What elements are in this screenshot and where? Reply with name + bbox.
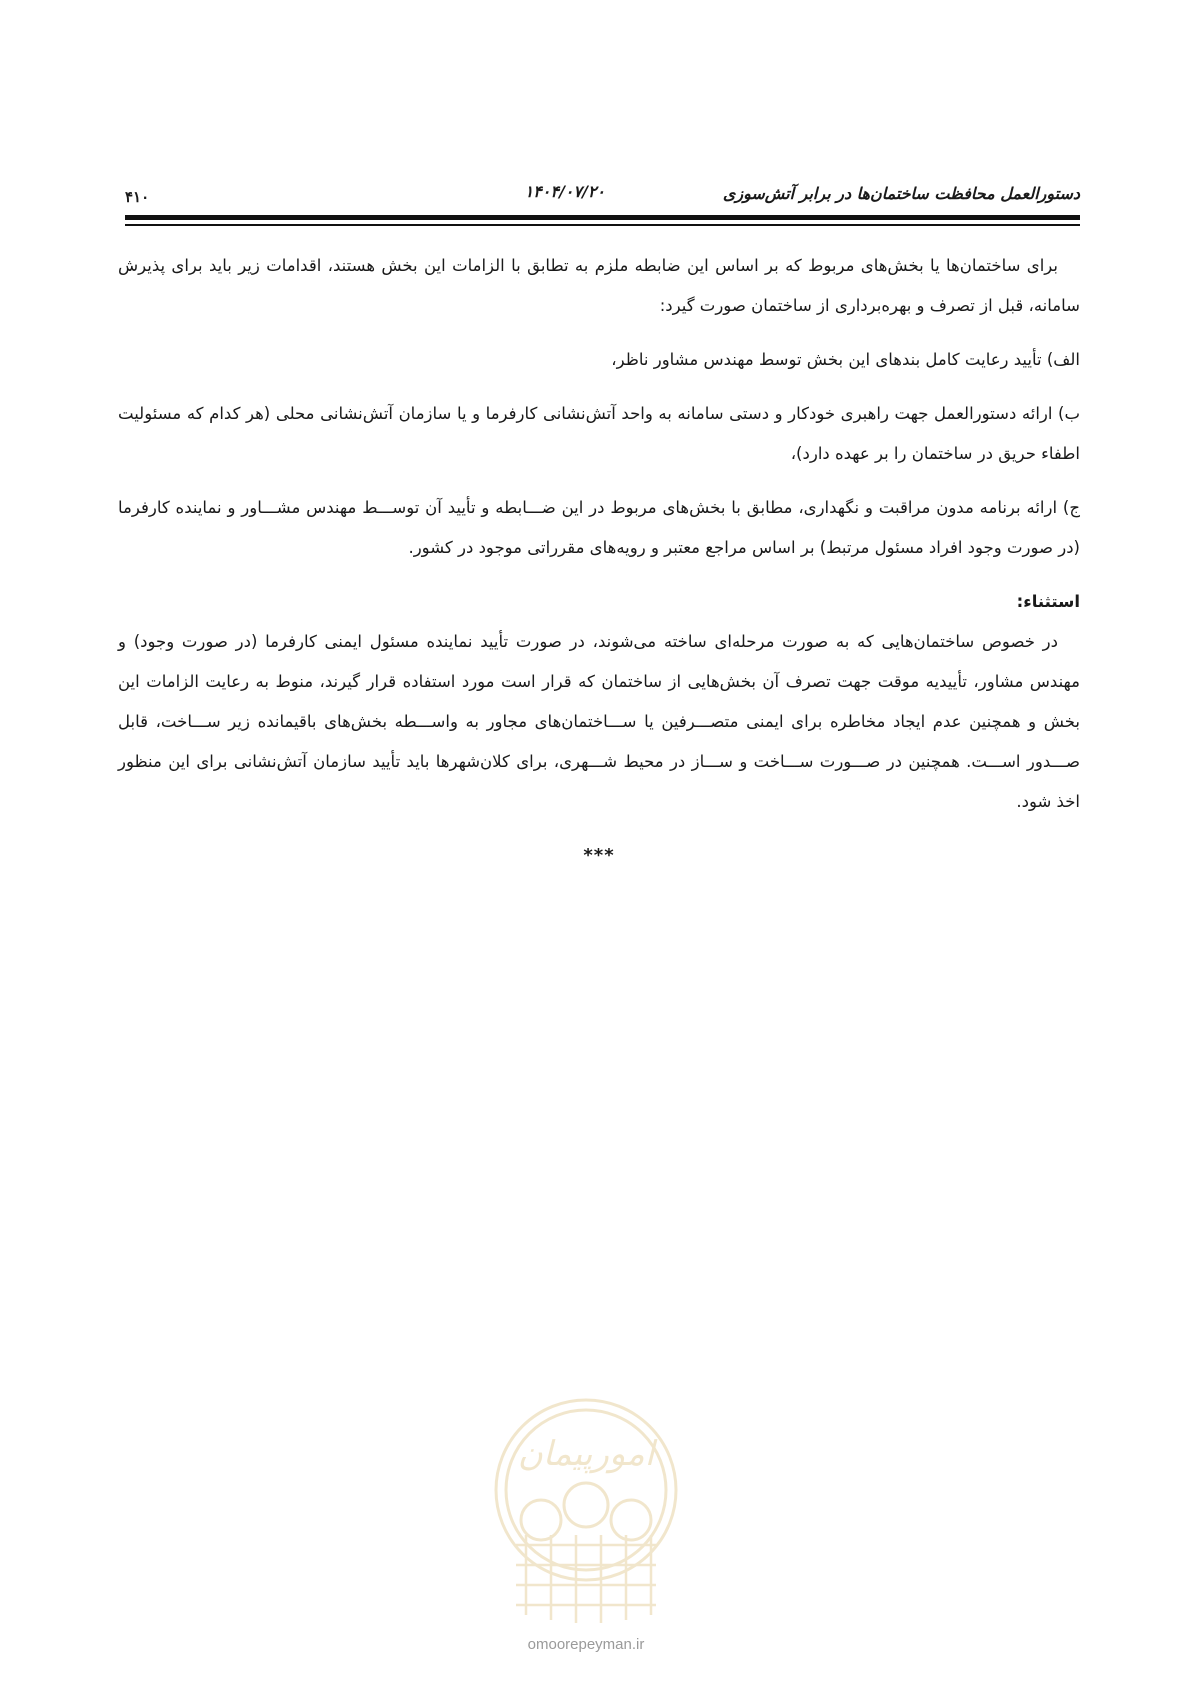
header-rule-thick [125, 215, 1080, 220]
page-header [125, 178, 1080, 212]
intro-paragraph: برای ساختمان‌ها یا بخش‌های مربوط که بر اساس این ضابطه ملزم به تطابق با الزامات این بخش هستند، اقدامات زیر باید برای پذیرش سامانه، قبل از تصرف و بهره‌برداری از ساختمان صورت گیرد: [118, 256, 1080, 315]
header-rule-thin [125, 224, 1080, 226]
header-title: دستورالعمل محافظت ساختمان‌ها در برابر آتش‌سوزی [722, 184, 1080, 203]
watermark-logo-text: امورپیمان [517, 1434, 655, 1474]
header-date: ۱۴۰۴/۰۷/۲۰ [524, 182, 605, 201]
item-b: ب) ارائه دستورالعمل جهت راهبری خودکار و دستی سامانه به واحد آتش‌نشانی کارفرما و یا سازمان آتش‌نشانی محلی (هر کدام که مسئولیت اطفاء حریق در ساختمان را بر عهده دارد)، [118, 404, 1080, 463]
watermark-url: omoorepeyman.ir [527, 1636, 645, 1653]
item-a: الف) تأیید رعایت کامل بندهای این بخش توسط مهندس مشاور ناظر، [611, 350, 1080, 369]
exception-heading: استثناء: [1016, 592, 1080, 611]
item-c: ج) ارائه برنامه مدون مراقبت و نگهداری، مطابق با بخش‌های مربوط در این ضـــابطه و تأیید آن توســـط مهندس مشـــاور و نماینده کارفرما (در صورت وجود افراد مسئول مرتبط) بر اساس مراجع معتبر و رویه‌های مقرراتی موجود در کشور. [118, 498, 1080, 557]
end-mark: *** [583, 845, 615, 866]
body-content [118, 246, 1080, 876]
watermark-logo [486, 1395, 686, 1635]
page-number: ۴۱۰ [125, 188, 150, 206]
exception-paragraph: در خصوص ساختمان‌هایی که به صورت مرحله‌ای ساخته می‌شوند، در صورت تأیید نماینده مسئول ایمنی کارفرما (در صورت وجود) و مهندس مشاور، تأییدیه موقت جهت تصرف آن بخش‌هایی از ساختمان که قرار است مورد استفاده قرار گیرند، منوط به رعایت الزامات این بخش و همچنین عدم ایجاد مخاطره برای ایمنی متصـــرفین یا ســـاختمان‌های مجاور به واســـطه بخش‌های باقیمانده زیر ســـاخت، قابل صـــدور اســـت. همچنین در صـــورت ســـاخت و ســـاز در محیط شـــهری، برای کلان‌شهرها باید تأیید سازمان آتش‌نشانی برای این منظور اخذ شود. [118, 632, 1080, 811]
